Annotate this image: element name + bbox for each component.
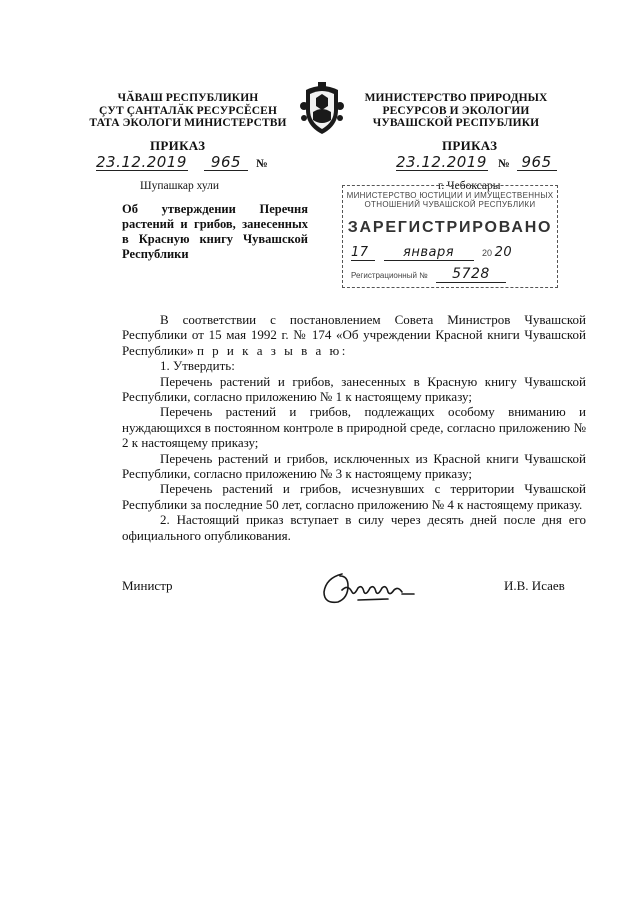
prikaz-left-number: 965 — [204, 155, 248, 171]
body-paragraph-3: Перечень растений и грибов, исключенных из Красной книги Чувашской Республики, согласно приложению № 3 к настоящему приказу; — [122, 450, 586, 482]
body-item-2: 2. Настоящий приказ вступает в силу через десять дней после дня его официального опубликования. — [122, 512, 586, 543]
body-paragraph-4: Перечень растений и грибов, исчезнувших с территории Чувашской Республики за последние 50 лет, согласно приложению № 4 к настоящему приказу. — [122, 481, 586, 512]
stamp-year-hand: 20 — [494, 245, 513, 260]
stamp-reg-label: Регистрационный № — [351, 271, 428, 280]
signature-name: И.В. Исаев — [504, 578, 565, 593]
body-intro: В соответствии с постановлением Совета Министров Чувашской Республики от 15 мая 1992 г. № 174 «Об учреждении Красной книги Чувашской Республики» — [122, 312, 586, 358]
stamp-month: января — [384, 245, 474, 261]
document-title — [122, 202, 308, 262]
prikaz-left-date: 23.12.2019 — [96, 153, 187, 171]
stamp-year: 20 — [482, 248, 493, 258]
title-line-4: Республики — [122, 247, 189, 261]
header-left-line-3: ТАТА ЭКОЛОГИ МИНИСТЕРСТВИ — [89, 117, 287, 129]
header-right-line-3: ЧУВАШСКОЙ РЕСПУБЛИКИ — [372, 117, 540, 129]
registration-stamp — [342, 185, 558, 288]
title-line-3: в Красную книгу Чувашской — [122, 232, 308, 246]
title-line-1: Об утверждении Перечня — [122, 202, 308, 216]
stamp-registered: ЗАРЕГИСТРИРОВАНО — [347, 219, 553, 236]
body-paragraph-2: Перечень растений и грибов, подлежащих особому вниманию и нуждающихся в постоянном контроле в природной среде, согласно приложению № 2 к настоящему приказу; — [122, 404, 586, 451]
prikaz-title-right: ПРИКАЗ — [442, 138, 498, 153]
prikaz-right-date: 23.12.2019 — [396, 153, 487, 171]
stamp-reg-line — [351, 267, 557, 283]
chuvash-emblem-icon — [298, 80, 346, 138]
prikaz-right-number: 965 — [517, 155, 557, 171]
header-left-line-1: ЧӐВАШ РЕСПУБЛИКИН — [117, 92, 259, 104]
stamp-day: 17 — [351, 245, 375, 261]
prikaz-left-date-line — [96, 154, 268, 172]
document-body — [122, 312, 586, 543]
body-paragraph-1: Перечень растений и грибов, занесенных в Красную книгу Чувашской Республики, согласно приложению № 1 к настоящему приказу; — [122, 373, 586, 405]
city-left: Шупашкар хули — [140, 180, 220, 192]
handwritten-signature-icon — [318, 566, 418, 610]
title-line-2: растений и грибов, занесенных — [122, 217, 308, 231]
header-left-line-2: ÇУТ ÇАНТАЛӐК РЕСУРСĔСЕН — [99, 104, 277, 117]
prikaz-right-date-line — [396, 154, 557, 172]
header-left — [88, 92, 288, 130]
stamp-reg-number: 5728 — [436, 267, 506, 283]
signature-position: Министр — [122, 578, 173, 593]
stamp-date-line — [351, 245, 557, 261]
city-right: г. Чебоксары — [438, 180, 501, 192]
prikaz-title-left: ПРИКАЗ — [150, 138, 206, 153]
prikaz-right-no-sign: № — [498, 158, 510, 170]
body-prikazyvayu: п р и к а з ы в а ю: — [196, 342, 348, 358]
header-right-line-1: МИНИСТЕРСТВО ПРИРОДНЫХ — [364, 92, 548, 104]
header-right — [356, 92, 556, 130]
body-item-1: 1. Утвердить: — [160, 358, 235, 374]
body-intro-paragraph — [122, 312, 586, 358]
stamp-org: МИНИСТЕРСТВО ЮСТИЦИИ И ИМУЩЕСТВЕННЫХ ОТНОШЕНИЙ ЧУВАШСКОЙ РЕСПУБЛИКИ — [346, 191, 554, 209]
prikaz-left-no-sign: № — [256, 158, 268, 170]
header-right-line-2: РЕСУРСОВ И ЭКОЛОГИИ — [382, 104, 530, 117]
